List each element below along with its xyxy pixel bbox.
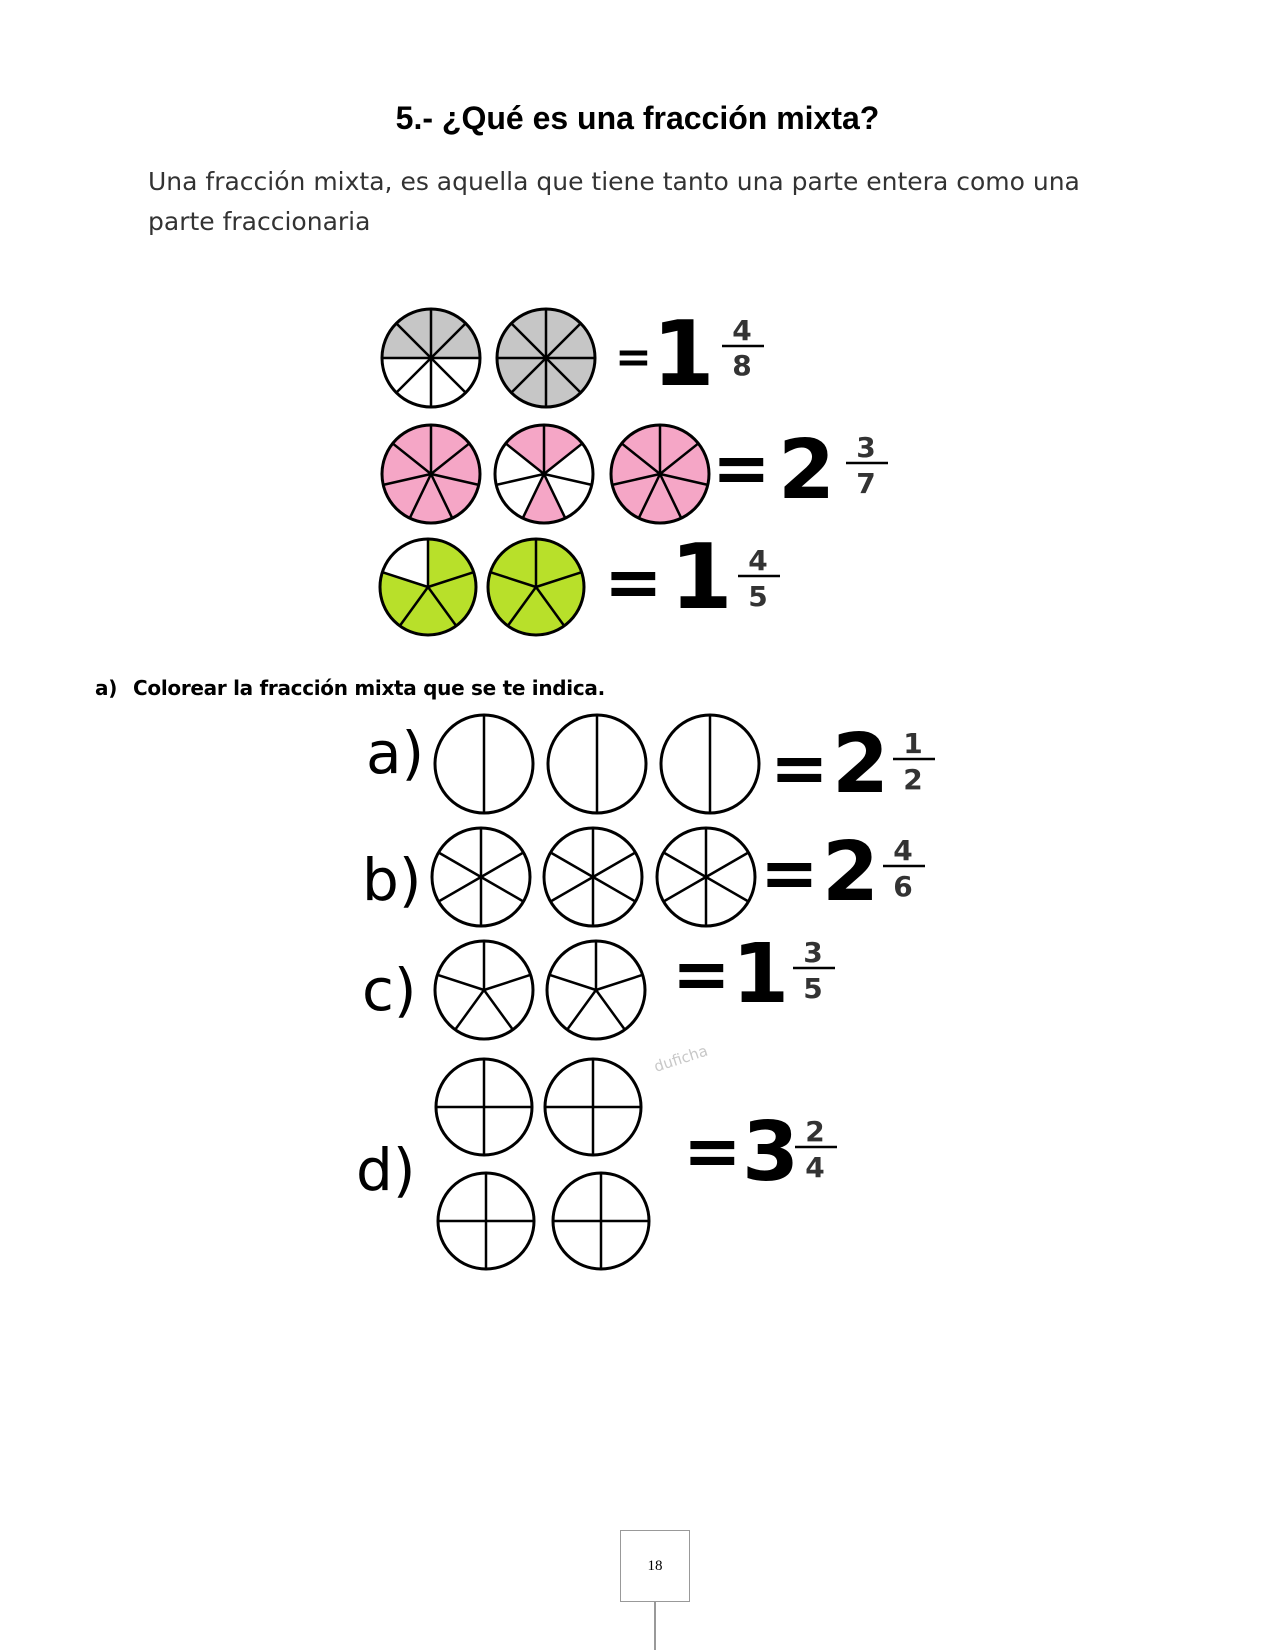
page-number-line (654, 1602, 656, 1650)
exercise-pie (435, 941, 533, 1039)
denominator: 5 (748, 580, 768, 613)
equals-sign: = (604, 541, 663, 623)
denominator: 4 (805, 1151, 825, 1184)
denominator: 7 (856, 467, 876, 500)
example-pie-full (611, 425, 709, 523)
example-pie-partial (380, 539, 476, 635)
exercise-label: d) (356, 1136, 416, 1204)
whole-number: 3 (742, 1105, 800, 1200)
denominator: 5 (803, 972, 823, 1005)
numerator: 4 (732, 314, 752, 347)
equals-sign: = (712, 427, 771, 509)
whole-number: 2 (822, 825, 880, 920)
page-number-box (620, 1530, 690, 1602)
whole-number: 2 (832, 717, 890, 812)
exercise-pie (661, 715, 759, 813)
example-pie-full (382, 425, 480, 523)
exercise-letter: a) (95, 676, 118, 700)
exercise-pie (548, 715, 646, 813)
exercise-pie (547, 941, 645, 1039)
exercise-text: Colorear la fracción mixta que se te indica. (133, 676, 605, 700)
exercise-instruction (95, 676, 605, 700)
page-number: 18 (647, 1557, 663, 1574)
example-pie-partial (382, 309, 480, 407)
denominator: 2 (903, 763, 923, 796)
exercise-pie (657, 828, 755, 926)
exercise-pie (545, 1059, 641, 1155)
watermark: duficha (651, 1041, 710, 1076)
numerator: 2 (805, 1115, 825, 1148)
equals-sign: = (683, 1110, 742, 1192)
exercise-pie (544, 828, 642, 926)
exercise-label: c) (362, 956, 417, 1024)
whole-number: 1 (652, 302, 715, 407)
whole-number: 2 (778, 423, 836, 518)
numerator: 3 (803, 936, 823, 969)
numerator: 1 (903, 727, 923, 760)
intro-text: Una fracción mixta, es aquella que tiene tanto una parte entera como una parte fraccionaria (148, 167, 1080, 236)
denominator: 8 (732, 349, 752, 382)
equals-sign: = (760, 832, 819, 914)
whole-number: 1 (670, 525, 733, 630)
page-title: 5.- ¿Qué es una fracción mixta? (395, 100, 880, 136)
example-pie-partial (495, 425, 593, 523)
numerator: 4 (893, 834, 913, 867)
equals-sign: = (770, 727, 829, 809)
exercise-pie (436, 1059, 532, 1155)
exercise-pie (553, 1173, 649, 1269)
denominator: 6 (893, 870, 913, 903)
whole-number: 1 (732, 927, 790, 1022)
example-pie-full (497, 309, 595, 407)
exercise-pie (438, 1173, 534, 1269)
exercise-label: a) (366, 719, 425, 787)
numerator: 4 (748, 544, 768, 577)
exercise-label: b) (362, 846, 422, 914)
numerator: 3 (856, 431, 876, 464)
equals-sign: = (615, 332, 652, 383)
exercise-pie (432, 828, 530, 926)
exercise-pie (435, 715, 533, 813)
example-pie-full (488, 539, 584, 635)
equals-sign: = (672, 933, 731, 1015)
